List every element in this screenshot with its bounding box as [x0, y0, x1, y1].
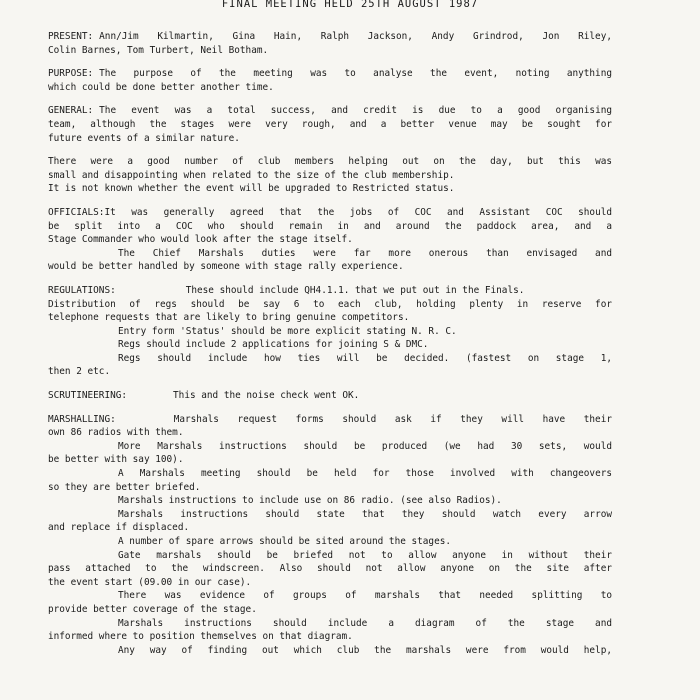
general-line-3: future events of a similar nature.: [48, 132, 240, 144]
officials-label: OFFICIALS:: [48, 206, 105, 218]
marshalling-line-16: Marshals instructions should include a diagram of the stage and: [118, 617, 612, 629]
marshalling-label: MARSHALLING:: [48, 413, 116, 425]
purpose-line-2: which could be done better another time.: [48, 81, 274, 93]
marshalling-line-8: Marshals instructions should state that they should watch every arrow: [118, 508, 612, 520]
marshalling-line-9: and replace if displaced.: [48, 522, 190, 534]
minutes-body: [48, 30, 612, 667]
marshalling-line-5: A Marshals meeting should be held for those involved with changeovers: [118, 468, 612, 480]
officials-line-1: It was generally agreed that the jobs of COC and Assistant COC should: [104, 206, 612, 218]
general-section: [48, 104, 612, 145]
marshalling-section: [48, 413, 612, 658]
purpose-line-1: The purpose of the meeting was to analyse the event, noting anything: [99, 68, 612, 80]
general-paragraph-2: [48, 155, 612, 196]
scrutineering-section: [48, 389, 612, 403]
officials-line-3: Stage Commander who would look after the stage itself.: [48, 234, 353, 246]
marshalling-line-7: Marshals instructions to include use on 86 radio. (see also Radios).: [118, 495, 502, 507]
regulations-line-2: Distribution of regs should be say 6 to each club, holding plenty in reserve for: [48, 298, 612, 310]
regulations-label: REGULATIONS:: [48, 284, 116, 296]
general-label: GENERAL:: [48, 105, 94, 117]
marshalling-line-10: A number of spare arrows should be sited around the stages.: [118, 536, 452, 547]
regulations-section: [48, 284, 612, 379]
regulations-line-1: These should include QH4.1.1. that we put out in the Finals.: [185, 284, 525, 296]
marshalling-line-6: so they are better briefed.: [48, 481, 201, 493]
general-p2-line-2: small and disappointing when related to the size of the club membership.: [48, 169, 455, 181]
general-line-1: The event was a total success, and credit is due to a good organising: [99, 105, 612, 117]
officials-line-2: be split into a COC who should remain in and around the paddock area, and a: [48, 220, 612, 232]
purpose-label: PURPOSE:: [48, 68, 94, 80]
meeting-title: FINAL MEETING HELD 25TH AUGUST 1987: [221, 0, 479, 10]
marshalling-line-1: Marshals request forms should ask if they will have their: [173, 413, 612, 425]
general-p2-line-1: There were a good number of club members helping out on the day, but this was: [48, 156, 612, 168]
present-section: [48, 30, 612, 57]
regulations-line-3: telephone requests that are likely to bring genuine competitors.: [48, 312, 410, 324]
marshalling-line-13: the event start (09.00 in our case).: [48, 576, 252, 588]
present-line-1: Ann/Jim Kilmartin, Gina Hain, Ralph Jackson, Andy Grindrod, Jon Riley,: [99, 31, 612, 42]
marshalling-line-17: informed where to position themselves on that diagram.: [48, 631, 353, 643]
regulations-line-6: Regs should include how ties will be decided. (fastest on stage 1,: [118, 352, 612, 364]
marshalling-line-2: own 86 radios with them.: [48, 427, 184, 439]
regulations-line-5: Regs should include 2 applications for joining S & DMC.: [118, 339, 429, 351]
marshalling-line-14: There was evidence of groups of marshals that needed splitting to: [118, 590, 612, 602]
scrutineering-line-1: This and the noise check went OK.: [173, 390, 360, 402]
purpose-section: [48, 67, 612, 94]
officials-line-5: would be better handled by someone with stage rally experience.: [48, 261, 404, 273]
scrutineering-label: SCRUTINEERING:: [48, 390, 128, 402]
marshalling-line-3: More Marshals instructions should be produced (we had 30 sets, would: [118, 440, 612, 452]
marshalling-line-11: Gate marshals should be briefed not to allow anyone in without their: [118, 549, 612, 561]
regulations-line-4: Entry form 'Status' should be more explicit stating N. R. C.: [118, 325, 457, 337]
officials-section: [48, 206, 612, 274]
present-line-2: Colin Barnes, Tom Turbert, Neil Botham.: [48, 44, 269, 56]
marshalling-line-15: provide better coverage of the stage.: [48, 603, 257, 615]
present-label: PRESENT:: [48, 31, 94, 42]
officials-line-4: The Chief Marshals duties were far more onerous than envisaged and: [118, 247, 612, 259]
general-line-2: team, although the stages were very rough, and a better venue may be sought for: [48, 118, 612, 130]
marshalling-line-4: be better with say 100).: [48, 454, 184, 466]
marshalling-line-18: Any way of finding out which club the marshals were from would help,: [118, 644, 612, 656]
regulations-line-7: then 2 etc.: [48, 366, 111, 378]
marshalling-line-12: pass attached to the windscreen. Also should not allow anyone on the site after: [48, 563, 612, 575]
general-p2-line-3: It is not known whether the event will be upgraded to Restricted status.: [48, 183, 455, 195]
